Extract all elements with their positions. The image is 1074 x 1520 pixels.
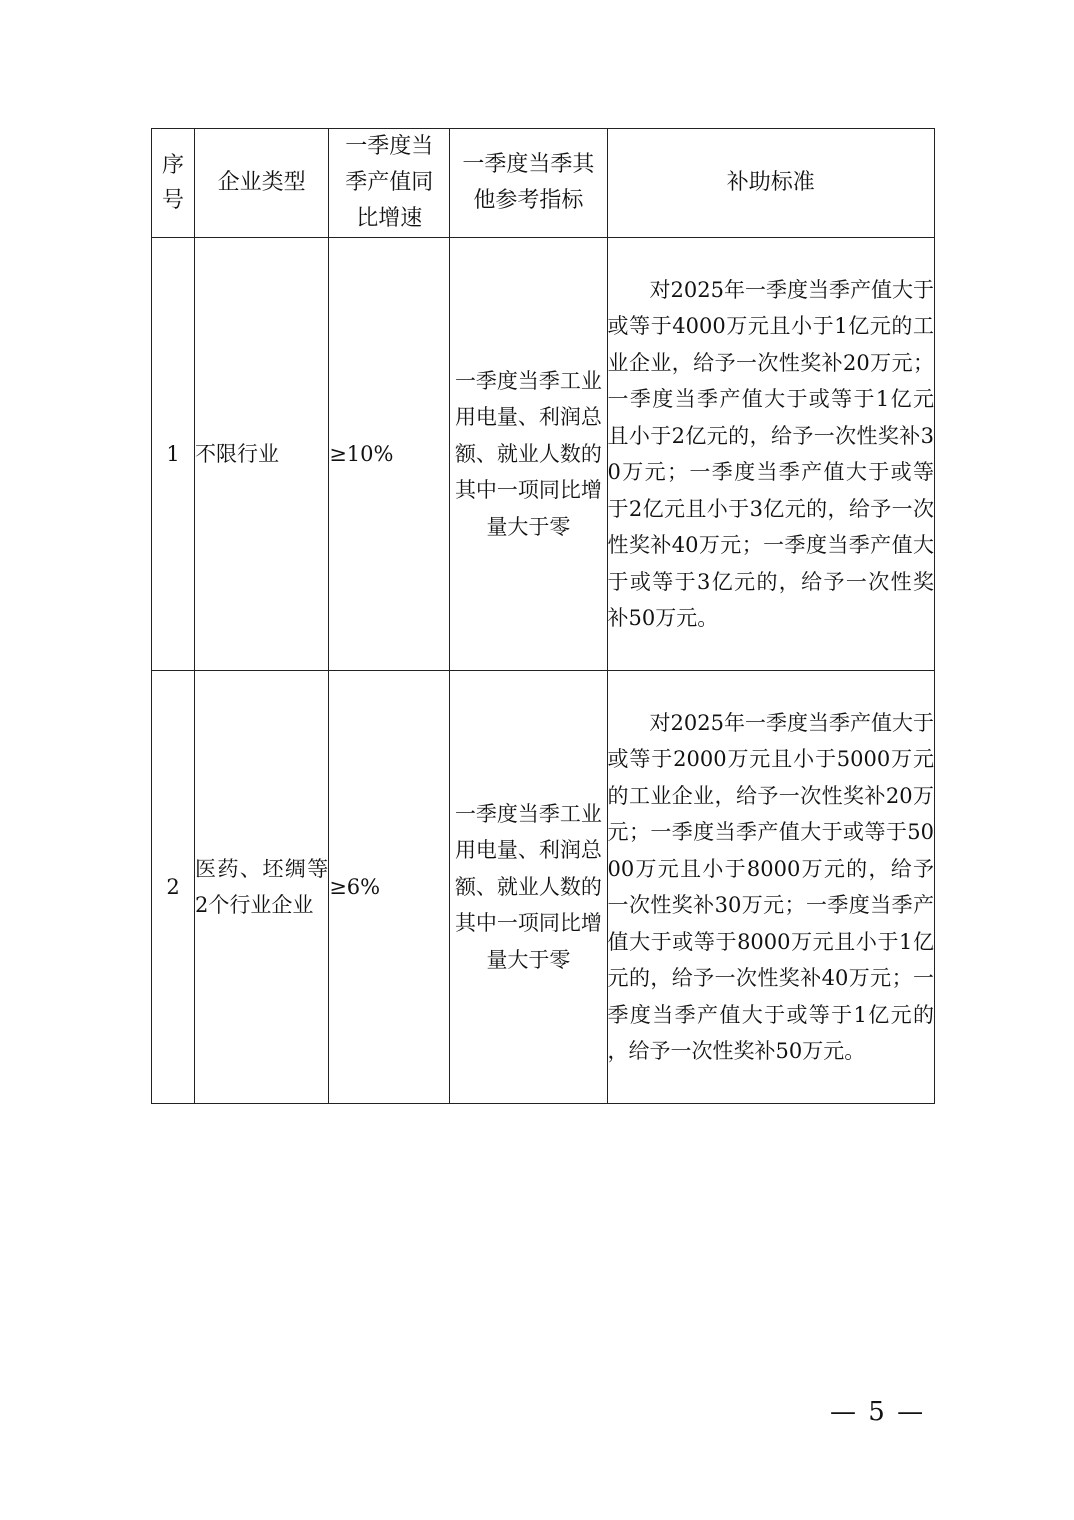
header-q1-other-indicators-label: 一季度当季其他参考指标 bbox=[462, 152, 595, 213]
cell-growth-rate: ≥10% bbox=[329, 238, 450, 671]
header-q1-output-growth-label: 一季度当季产值同比增速 bbox=[345, 134, 434, 231]
cell-seq: 2 bbox=[152, 671, 195, 1104]
header-subsidy-standard bbox=[607, 129, 934, 238]
cell-enterprise-type bbox=[195, 671, 329, 1104]
cell-other-indicators: 一季度当季工业用电量、利润总额、就业人数的其中一项同比增量大于零 bbox=[450, 238, 607, 671]
header-q1-output-growth bbox=[329, 129, 450, 238]
cell-enterprise-type bbox=[195, 238, 329, 671]
header-seq-label: 序号 bbox=[162, 153, 185, 213]
table-row bbox=[152, 238, 935, 671]
header-enterprise-type bbox=[195, 129, 329, 238]
subsidy-standard-text: 对2025年一季度当季产值大于或等于4000万元且小于1亿元的工业企业，给予一次性奖补20万元；一季度当季产值大于或等于1亿元且小于2亿元的，给予一次性奖补30万元；一季度当季产值大于或等于2亿元且小于3亿元的，给予一次性奖补40万元；一季度当季产值大于或等于3亿元的，给予一次性奖补50万元。 bbox=[607, 277, 934, 630]
header-seq bbox=[152, 129, 195, 238]
cell-other-indicators: 一季度当季工业用电量、利润总额、就业人数的其中一项同比增量大于零 bbox=[450, 671, 607, 1104]
page-number: — 5 — bbox=[830, 1397, 926, 1427]
header-subsidy-standard-label: 补助标准 bbox=[726, 170, 815, 195]
header-q1-other-indicators bbox=[450, 129, 607, 238]
cell-seq: 1 bbox=[152, 238, 195, 671]
subsidy-standard-table bbox=[151, 128, 935, 1104]
cell-subsidy-standard bbox=[607, 238, 934, 671]
cell-growth-rate: ≥6% bbox=[329, 671, 450, 1104]
header-enterprise-type-label: 企业类型 bbox=[217, 170, 306, 195]
subsidy-standard-text: 对2025年一季度当季产值大于或等于2000万元且小于5000万元的工业企业，给予一次性奖补20万元；一季度当季产值大于或等于5000万元且小于8000万元的，给予一次性奖补30万元；一季度当季产值大于或等于8000万元且小于1亿元的，给予一次性奖补40万元；一季度当季产值大于或等于1亿元的，给予一次性奖补50万元。 bbox=[607, 710, 934, 1063]
table-header-row bbox=[152, 129, 935, 238]
cell-subsidy-standard bbox=[607, 671, 934, 1104]
enterprise-type-text: 不限行业 bbox=[195, 441, 280, 466]
table-row bbox=[152, 671, 935, 1104]
enterprise-type-text: 医药、坯绸等2个行业企业 bbox=[195, 856, 329, 917]
